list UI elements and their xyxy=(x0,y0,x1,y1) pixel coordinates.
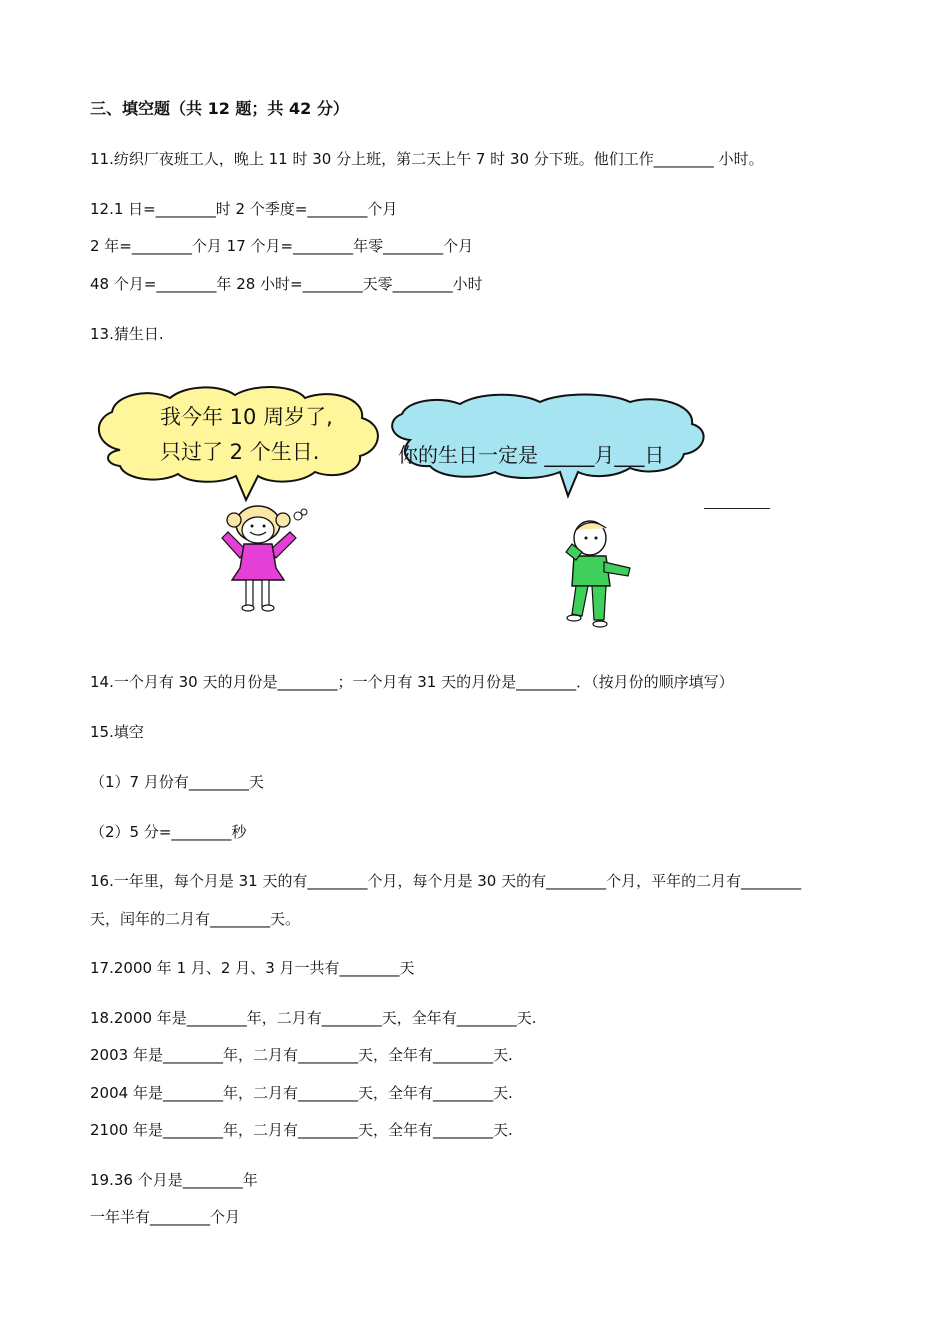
question-19-row-2: 一年半有________个月 xyxy=(90,1208,241,1226)
section-title: 三、填空题（共 12 题；共 42 分） xyxy=(90,99,349,118)
girl-bubble-line-1: 我今年 10 周岁了, xyxy=(160,405,333,429)
question-18-row-3: 2004 年是________年，二月有________天，全年有________天. xyxy=(90,1084,513,1102)
question-15-part-1: （1）7 月份有________天 xyxy=(90,773,264,791)
question-15-part-2: （2）5 分=________秒 xyxy=(90,823,247,841)
question-18-row-4: 2100 年是________年，二月有________天，全年有________天. xyxy=(90,1121,513,1139)
question-15: 15.填空 xyxy=(90,723,144,741)
boy-bubble-text: 你的生日一定是 _____月___日 xyxy=(398,443,665,467)
question-11: 11.纺织厂夜班工人，晚上 11 时 30 分上班，第二天上午 7 时 30 分下班。他们工作________ 小时。 xyxy=(90,150,764,168)
answer-blank-13 xyxy=(704,508,770,509)
girl-figure xyxy=(222,506,307,611)
question-19-row-1: 19.36 个月是________年 xyxy=(90,1171,258,1189)
question-13: 13.猜生日. xyxy=(90,325,164,343)
question-18-row-2: 2003 年是________年，二月有________天，全年有________天. xyxy=(90,1046,513,1064)
girl-bubble-line-2: 只过了 2 个生日. xyxy=(160,440,320,464)
question-12-row-2: 2 年=________个月 17 个月=________年零________个月 xyxy=(90,237,474,255)
birthday-illustration xyxy=(0,380,950,640)
question-12-row-1: 12.1 日=________时 2 个季度=________个月 xyxy=(90,200,398,218)
question-17: 17.2000 年 1 月、2 月、3 月一共有________天 xyxy=(90,959,415,977)
question-16-line-1: 16.一年里，每个月是 31 天的有________个月，每个月是 30 天的有________个月，平年的二月有________ xyxy=(90,872,802,890)
question-16-line-2: 天，闰年的二月有________天。 xyxy=(90,910,301,928)
question-14: 14.一个月有 30 天的月份是________；一个月有 31 天的月份是________．（按月份的顺序填写） xyxy=(90,673,734,691)
question-12-row-3: 48 个月=________年 28 小时=________天零________小时 xyxy=(90,275,483,293)
boy-figure xyxy=(566,521,630,627)
question-18-row-1: 18.2000 年是________年，二月有________天，全年有________天. xyxy=(90,1009,537,1027)
